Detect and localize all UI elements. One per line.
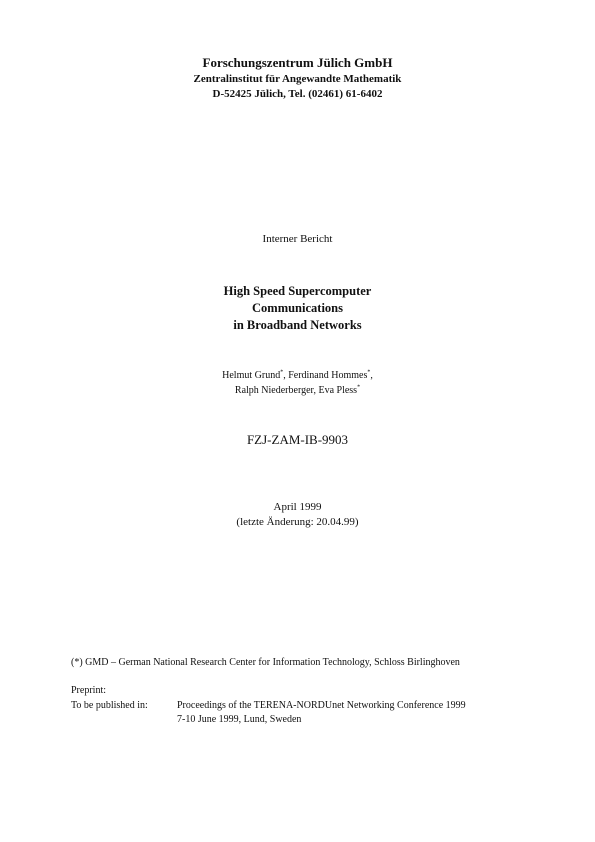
author-line-2: [0, 383, 595, 398]
report-title-line: in Broadband Networks: [233, 318, 362, 332]
author-name: Ralph Niederberger: [234, 385, 314, 396]
report-type: Interner Bericht: [262, 233, 333, 245]
author-name: Ferdinand Hommes: [288, 370, 368, 381]
author-line-1: [0, 368, 595, 383]
author-separator: ,: [313, 385, 319, 396]
publication-line: Proceedings of the TERENA-NORDUnet Networking Conference 1999: [177, 700, 466, 711]
published-label: To be published in:: [71, 700, 148, 711]
affiliation-mark: *: [280, 369, 284, 376]
last-change-date: (letzte Änderung: 20.04.99): [236, 516, 359, 528]
report-title-line: High Speed Supercomputer: [223, 284, 372, 298]
publication-line: 7-10 June 1999, Lund, Sweden: [177, 714, 302, 725]
publication-venue: [177, 699, 466, 727]
author-separator: ,: [283, 370, 289, 381]
publication-info: [71, 699, 466, 727]
author-name: Eva Pless: [318, 385, 358, 396]
report-title-line: Communications: [252, 301, 343, 315]
affiliation-mark: *: [357, 384, 361, 391]
institution-department: Zentralinstitut für Angewandte Mathematik: [193, 73, 402, 85]
report-id: FZJ-ZAM-IB-9903: [246, 432, 349, 447]
institution-address: D-52425 Jülich, Tel. (02461) 61-6402: [212, 88, 383, 100]
report-date: April 1999: [273, 501, 322, 513]
report-title: [0, 283, 595, 334]
author-name: Helmut Grund: [222, 370, 281, 381]
preprint-label: Preprint:: [71, 685, 106, 696]
author-separator: ,: [370, 370, 373, 381]
affiliation-mark: *: [367, 369, 371, 376]
report-date-block: [0, 500, 595, 530]
affiliation-footnote: (*) GMD – German National Research Center for Information Technology, Schloss Birlinghoven: [71, 657, 460, 668]
institution-name: Forschungszentrum Jülich GmbH: [202, 55, 393, 70]
author-list: [0, 368, 595, 398]
